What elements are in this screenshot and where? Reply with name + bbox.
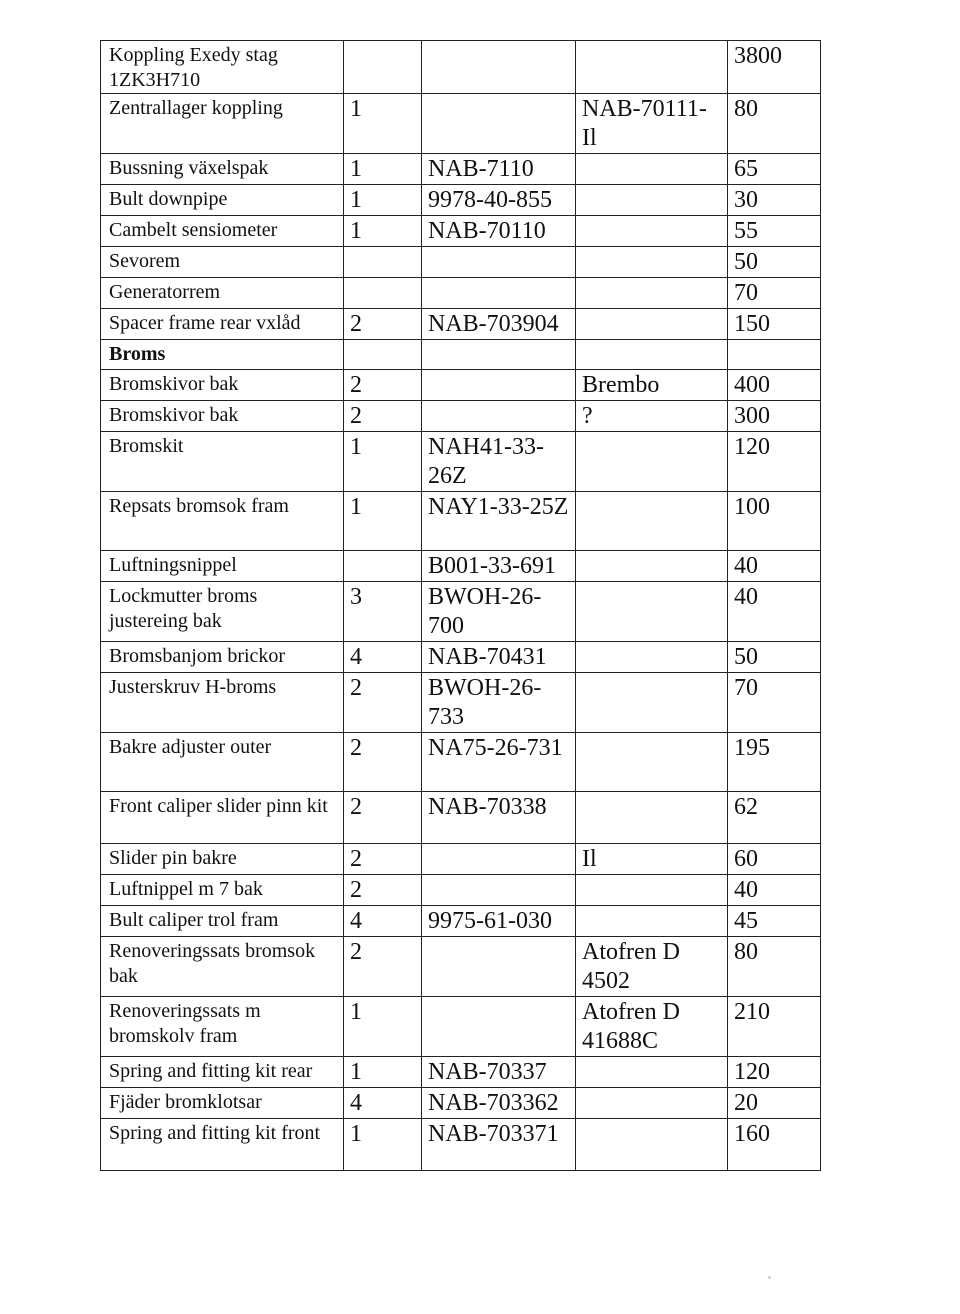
quantity-cell: 1	[344, 432, 422, 492]
note-cell: Brembo	[576, 370, 728, 401]
item-name-cell: Sevorem	[101, 247, 344, 278]
item-name-cell: Zentrallager koppling	[101, 94, 344, 154]
item-name-cell: Broms	[101, 340, 344, 370]
item-name-cell: Bromskivor bak	[101, 401, 344, 432]
price-cell: 20	[728, 1088, 821, 1119]
part-number-cell: NAB-703904	[422, 309, 576, 340]
item-name-cell: Bromskit	[101, 432, 344, 492]
quantity-cell	[344, 278, 422, 309]
item-name-cell: Bromsbanjom brickor	[101, 642, 344, 673]
price-cell: 40	[728, 875, 821, 906]
note-cell	[576, 154, 728, 185]
table-row	[101, 432, 821, 492]
note-cell: Il	[576, 844, 728, 875]
item-name-cell: Spring and fitting kit front	[101, 1119, 344, 1171]
part-number-cell: NA75-26-731	[422, 733, 576, 792]
part-number-cell	[422, 41, 576, 94]
quantity-cell: 1	[344, 492, 422, 551]
quantity-cell: 2	[344, 875, 422, 906]
table-row	[101, 906, 821, 937]
note-cell	[576, 185, 728, 216]
quantity-cell: 2	[344, 937, 422, 997]
item-name-cell: Luftnippel m 7 bak	[101, 875, 344, 906]
price-cell: 150	[728, 309, 821, 340]
part-number-cell	[422, 401, 576, 432]
item-name-cell: Cambelt sensiometer	[101, 216, 344, 247]
table-row	[101, 94, 821, 154]
quantity-cell: 2	[344, 733, 422, 792]
price-cell: 3800	[728, 41, 821, 94]
quantity-cell: 2	[344, 673, 422, 733]
part-number-cell	[422, 937, 576, 997]
note-cell	[576, 309, 728, 340]
quantity-cell: 1	[344, 185, 422, 216]
quantity-cell: 1	[344, 94, 422, 154]
table-row	[101, 642, 821, 673]
item-name-cell: Bakre adjuster outer	[101, 733, 344, 792]
part-number-cell	[422, 370, 576, 401]
table-row	[101, 401, 821, 432]
note-cell	[576, 247, 728, 278]
item-name-cell: Lockmutter broms justereing bak	[101, 582, 344, 642]
price-cell: 50	[728, 247, 821, 278]
price-cell: 80	[728, 94, 821, 154]
quantity-cell	[344, 551, 422, 582]
table-row	[101, 733, 821, 792]
price-cell: 70	[728, 278, 821, 309]
item-name-cell: Luftningsnippel	[101, 551, 344, 582]
price-cell: 80	[728, 937, 821, 997]
table-row	[101, 997, 821, 1057]
part-number-cell: NAB-703362	[422, 1088, 576, 1119]
note-cell	[576, 216, 728, 247]
note-cell	[576, 792, 728, 844]
quantity-cell: 2	[344, 401, 422, 432]
part-number-cell	[422, 340, 576, 370]
quantity-cell: 3	[344, 582, 422, 642]
price-cell	[728, 340, 821, 370]
quantity-cell: 2	[344, 792, 422, 844]
item-name-cell: Renoveringssats bromsok bak	[101, 937, 344, 997]
part-number-cell: BWOH-26-733	[422, 673, 576, 733]
quantity-cell	[344, 340, 422, 370]
quantity-cell	[344, 41, 422, 94]
item-name-cell: Fjäder bromklotsar	[101, 1088, 344, 1119]
price-cell: 120	[728, 432, 821, 492]
note-cell	[576, 875, 728, 906]
part-number-cell	[422, 875, 576, 906]
quantity-cell: 2	[344, 370, 422, 401]
note-cell: NAB-70111-Il	[576, 94, 728, 154]
part-number-cell	[422, 278, 576, 309]
part-number-cell	[422, 94, 576, 154]
quantity-cell: 2	[344, 844, 422, 875]
item-name-cell: Repsats bromsok fram	[101, 492, 344, 551]
note-cell	[576, 906, 728, 937]
note-cell	[576, 432, 728, 492]
note-cell: Atofren D 41688C	[576, 997, 728, 1057]
quantity-cell: 1	[344, 997, 422, 1057]
table-row	[101, 492, 821, 551]
price-cell: 50	[728, 642, 821, 673]
note-cell	[576, 278, 728, 309]
note-cell	[576, 492, 728, 551]
quantity-cell: 1	[344, 216, 422, 247]
item-name-cell: Bussning växelspak	[101, 154, 344, 185]
table-row	[101, 844, 821, 875]
table-row	[101, 278, 821, 309]
note-cell	[576, 1057, 728, 1088]
price-cell: 30	[728, 185, 821, 216]
price-cell: 70	[728, 673, 821, 733]
quantity-cell: 2	[344, 309, 422, 340]
item-name-cell: Spacer frame rear vxlåd	[101, 309, 344, 340]
part-number-cell	[422, 997, 576, 1057]
note-cell	[576, 1119, 728, 1171]
note-cell	[576, 41, 728, 94]
scan-speck	[768, 1276, 771, 1279]
table-row	[101, 247, 821, 278]
table-row	[101, 154, 821, 185]
quantity-cell	[344, 247, 422, 278]
part-number-cell: 9975-61-030	[422, 906, 576, 937]
table-row	[101, 1057, 821, 1088]
item-name-cell: Justerskruv H-broms	[101, 673, 344, 733]
table-row	[101, 582, 821, 642]
table-row	[101, 792, 821, 844]
price-cell: 400	[728, 370, 821, 401]
part-number-cell: NAB-7110	[422, 154, 576, 185]
price-cell: 120	[728, 1057, 821, 1088]
note-cell: ?	[576, 401, 728, 432]
table-row	[101, 1119, 821, 1171]
part-number-cell: NAB-70110	[422, 216, 576, 247]
item-name-cell: Slider pin bakre	[101, 844, 344, 875]
item-name-cell: Spring and fitting kit rear	[101, 1057, 344, 1088]
quantity-cell: 4	[344, 906, 422, 937]
quantity-cell: 1	[344, 154, 422, 185]
quantity-cell: 4	[344, 1088, 422, 1119]
price-cell: 300	[728, 401, 821, 432]
note-cell	[576, 642, 728, 673]
note-cell	[576, 340, 728, 370]
item-name-cell: Front caliper slider pinn kit	[101, 792, 344, 844]
table-row	[101, 340, 821, 370]
price-cell: 55	[728, 216, 821, 247]
part-number-cell: NAH41-33-26Z	[422, 432, 576, 492]
note-cell: Atofren D 4502	[576, 937, 728, 997]
price-cell: 40	[728, 551, 821, 582]
part-number-cell: NAB-703371	[422, 1119, 576, 1171]
item-name-cell: Bult caliper trol fram	[101, 906, 344, 937]
note-cell	[576, 582, 728, 642]
price-cell: 40	[728, 582, 821, 642]
item-name-cell: Renoveringssats m bromskolv fram	[101, 997, 344, 1057]
part-number-cell	[422, 247, 576, 278]
quantity-cell: 1	[344, 1057, 422, 1088]
part-number-cell: NAB-70338	[422, 792, 576, 844]
part-number-cell	[422, 844, 576, 875]
parts-table-body	[101, 41, 821, 1171]
table-row	[101, 216, 821, 247]
table-row	[101, 185, 821, 216]
parts-table	[100, 40, 821, 1171]
item-name-cell: Koppling Exedy stag 1ZK3H710	[101, 41, 344, 94]
note-cell	[576, 733, 728, 792]
quantity-cell: 4	[344, 642, 422, 673]
note-cell	[576, 551, 728, 582]
table-row	[101, 937, 821, 997]
part-number-cell: B001-33-691	[422, 551, 576, 582]
price-cell: 65	[728, 154, 821, 185]
price-cell: 62	[728, 792, 821, 844]
part-number-cell: NAY1-33-25Z	[422, 492, 576, 551]
part-number-cell: NAB-70337	[422, 1057, 576, 1088]
price-cell: 195	[728, 733, 821, 792]
item-name-cell: Bult downpipe	[101, 185, 344, 216]
price-cell: 210	[728, 997, 821, 1057]
table-row	[101, 551, 821, 582]
table-row	[101, 875, 821, 906]
table-row	[101, 41, 821, 94]
table-row	[101, 673, 821, 733]
price-cell: 60	[728, 844, 821, 875]
price-cell: 160	[728, 1119, 821, 1171]
table-row	[101, 1088, 821, 1119]
price-cell: 100	[728, 492, 821, 551]
table-row	[101, 370, 821, 401]
part-number-cell: 9978-40-855	[422, 185, 576, 216]
note-cell	[576, 673, 728, 733]
quantity-cell: 1	[344, 1119, 422, 1171]
table-row	[101, 309, 821, 340]
part-number-cell: NAB-70431	[422, 642, 576, 673]
part-number-cell: BWOH-26-700	[422, 582, 576, 642]
price-cell: 45	[728, 906, 821, 937]
item-name-cell: Generatorrem	[101, 278, 344, 309]
item-name-cell: Bromskivor bak	[101, 370, 344, 401]
note-cell	[576, 1088, 728, 1119]
